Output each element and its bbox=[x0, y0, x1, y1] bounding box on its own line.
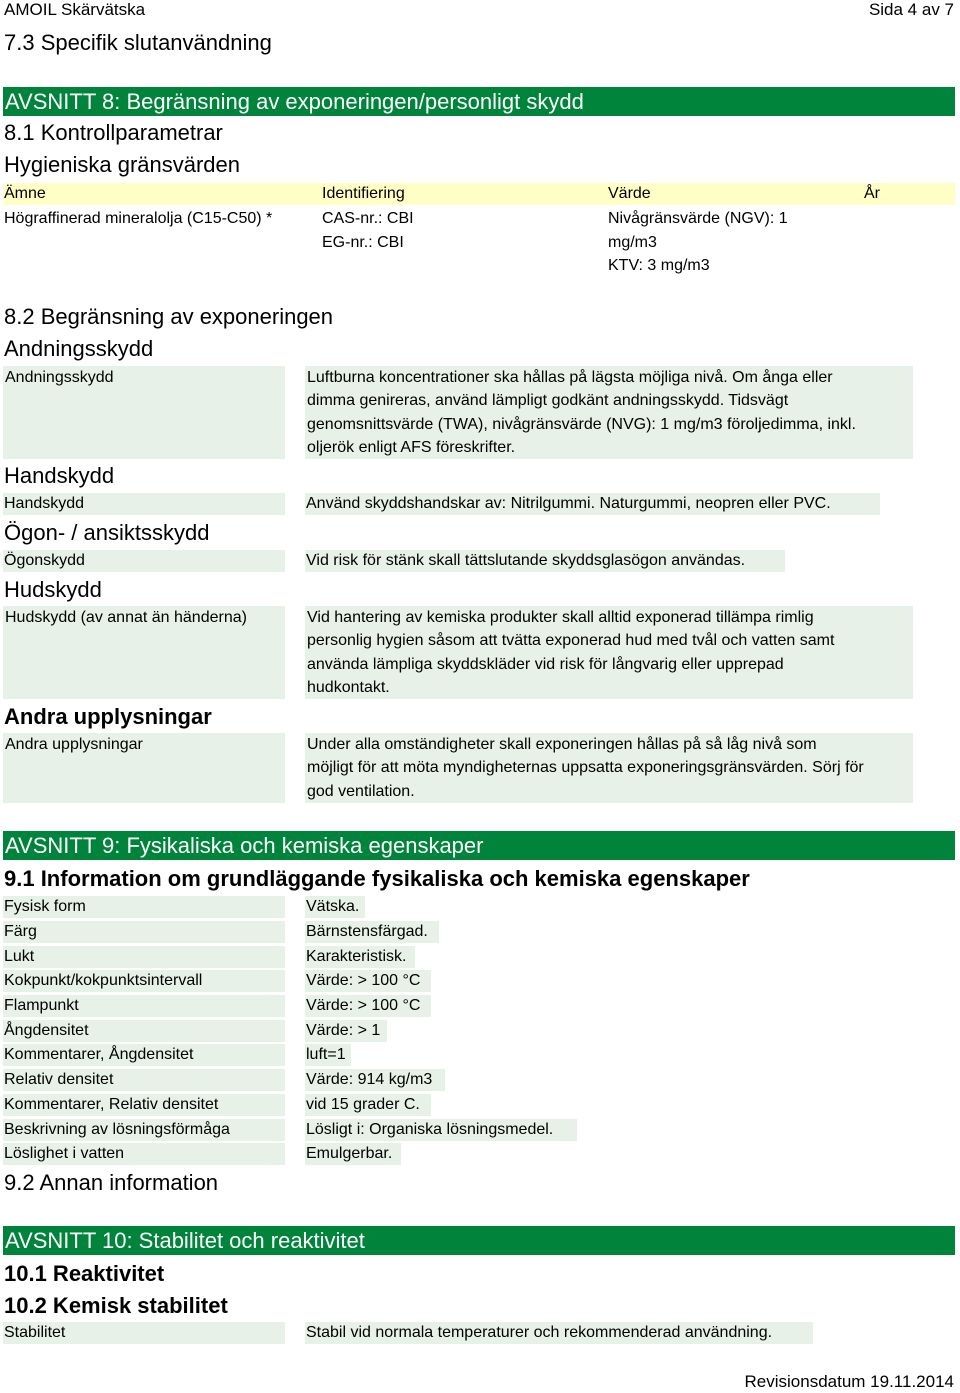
page-number: Sida 4 av 7 bbox=[868, 0, 954, 19]
limit-eg: EG-nr.: CBI bbox=[322, 234, 404, 251]
prop-label: Ångdensitet bbox=[3, 1020, 285, 1042]
limit-cas: CAS-nr.: CBI bbox=[322, 210, 414, 227]
prop-label: Relativ densitet bbox=[3, 1069, 285, 1091]
text-andningsskydd bbox=[305, 366, 913, 459]
hud-line: hudkontakt. bbox=[307, 678, 390, 696]
text-handskydd: Använd skyddshandskar av: Nitrilgummi. Naturgummi, neopren eller PVC. bbox=[305, 493, 880, 515]
heading-9-1: 9.1 Information om grundläggande fysikaliska och kemiska egenskaper bbox=[4, 866, 750, 891]
col-amne: Ämne bbox=[4, 185, 46, 202]
limit-ngv-unit: mg/m3 bbox=[608, 234, 657, 251]
prop-value: Bärnstensfärgad. bbox=[305, 921, 439, 943]
prop-label: Löslighet i vatten bbox=[3, 1143, 285, 1165]
andning-line: genomsnittsvärde (TWA), nivågränsvärde (NVG): 1 mg/m3 föroljedimma, inkl. bbox=[307, 415, 856, 433]
section-8-bar: AVSNITT 8: Begränsning av exponeringen/personligt skydd bbox=[3, 87, 955, 116]
prop-label: Kokpunkt/kokpunktsintervall bbox=[3, 970, 285, 992]
prop-value: Värde: 914 kg/m3 bbox=[305, 1069, 445, 1091]
prop-label: Kommentarer, Relativ densitet bbox=[3, 1094, 285, 1116]
heading-8-2: 8.2 Begränsning av exponeringen bbox=[4, 304, 334, 329]
heading-7-3: 7.3 Specifik slutanvändning bbox=[4, 30, 272, 55]
heading-10-1: 10.1 Reaktivitet bbox=[4, 1261, 165, 1286]
prop-value: Vätska. bbox=[305, 896, 365, 918]
limits-table-header bbox=[3, 183, 955, 205]
heading-handskydd: Handskydd bbox=[4, 463, 115, 488]
section-10-bar: AVSNITT 10: Stabilitet och reaktivitet bbox=[3, 1226, 955, 1255]
heading-hygieniska: Hygieniska gränsvärden bbox=[4, 152, 241, 177]
prop-value: luft=1 bbox=[305, 1044, 351, 1066]
prop-value: Karakteristisk. bbox=[305, 946, 415, 968]
heading-ogonskydd: Ögon- / ansiktsskydd bbox=[4, 520, 210, 545]
prop-label: Lukt bbox=[3, 946, 285, 968]
label-stabilitet: Stabilitet bbox=[3, 1322, 285, 1344]
section-9-bar: AVSNITT 9: Fysikaliska och kemiska egenskaper bbox=[3, 831, 955, 860]
col-ar: År bbox=[864, 185, 880, 202]
label-handskydd: Handskydd bbox=[3, 493, 285, 515]
prop-value: Lösligt i: Organiska lösningsmedel. bbox=[305, 1119, 577, 1141]
heading-8-1: 8.1 Kontrollparametrar bbox=[4, 120, 223, 145]
label-hudskydd-text: Hudskydd (av annat än händerna) bbox=[5, 609, 247, 626]
hud-line: Vid hantering av kemiska produkter skall alltid exponerad tillämpa rimlig bbox=[307, 609, 814, 626]
prop-value: Emulgerbar. bbox=[305, 1143, 401, 1165]
prop-value: Värde: > 100 °C bbox=[305, 995, 431, 1017]
text-ogonskydd: Vid risk för stänk skall tättslutande skyddsglasögon användas. bbox=[305, 550, 785, 572]
limit-substance: Högraffinerad mineralolja (C15-C50) * bbox=[4, 210, 273, 227]
prop-label: Färg bbox=[3, 921, 285, 943]
limit-ktv: KTV: 3 mg/m3 bbox=[608, 257, 710, 274]
label-ogonskydd: Ögonskydd bbox=[3, 550, 285, 572]
label-andra bbox=[3, 733, 285, 803]
heading-andra: Andra upplysningar bbox=[4, 704, 212, 729]
prop-value: Värde: > 100 °C bbox=[305, 970, 431, 992]
andra-line: god ventilation. bbox=[307, 782, 415, 800]
prop-label: Fysisk form bbox=[3, 896, 285, 918]
andning-line: oljerök enligt AFS föreskrifter. bbox=[307, 438, 516, 456]
heading-andningsskydd: Andningsskydd bbox=[4, 336, 154, 361]
andning-line: dimma genireras, använd lämpligt godkänt andningsskydd. Tidsvägt bbox=[307, 392, 789, 410]
col-varde: Värde bbox=[608, 185, 651, 202]
heading-9-2: 9.2 Annan information bbox=[4, 1170, 219, 1195]
limit-ngv: Nivågränsvärde (NGV): 1 bbox=[608, 210, 788, 227]
prop-value: Värde: > 1 bbox=[305, 1020, 387, 1042]
hud-line: använda lämpliga skyddskläder vid risk för långvarig eller upprepad bbox=[307, 655, 784, 673]
document-title: AMOIL Skärvätska bbox=[4, 0, 146, 19]
prop-label: Flampunkt bbox=[3, 995, 285, 1017]
label-hudskydd bbox=[3, 606, 285, 699]
col-identifiering: Identifiering bbox=[322, 185, 405, 202]
heading-10-2: 10.2 Kemisk stabilitet bbox=[4, 1293, 228, 1318]
prop-label: Beskrivning av lösningsförmåga bbox=[3, 1119, 285, 1141]
andra-line: möjligt för att möta myndigheternas uppsatta exponeringsgränsvärden. Sörj för bbox=[307, 759, 864, 777]
revision-date: Revisionsdatum 19.11.2014 bbox=[744, 1372, 954, 1391]
heading-hudskydd: Hudskydd bbox=[4, 577, 102, 602]
text-andra bbox=[305, 733, 913, 803]
andning-line: Luftburna koncentrationer ska hållas på lägsta möjliga nivå. Om ånga eller bbox=[307, 369, 833, 386]
prop-label: Kommentarer, Ångdensitet bbox=[3, 1044, 285, 1066]
label-andra-text: Andra upplysningar bbox=[5, 736, 143, 753]
text-hudskydd bbox=[305, 606, 913, 699]
hud-line: personlig hygien såsom att tvätta exponerad hud med tvål och vatten samt bbox=[307, 632, 835, 650]
label-andningsskydd-text: Andningsskydd bbox=[5, 369, 114, 386]
andra-line: Under alla omständigheter skall exponeringen hållas på så låg nivå som bbox=[307, 736, 817, 753]
label-andningsskydd bbox=[3, 366, 285, 459]
prop-value: vid 15 grader C. bbox=[305, 1094, 431, 1116]
text-stabilitet: Stabil vid normala temperaturer och rekommenderad användning. bbox=[305, 1322, 813, 1344]
